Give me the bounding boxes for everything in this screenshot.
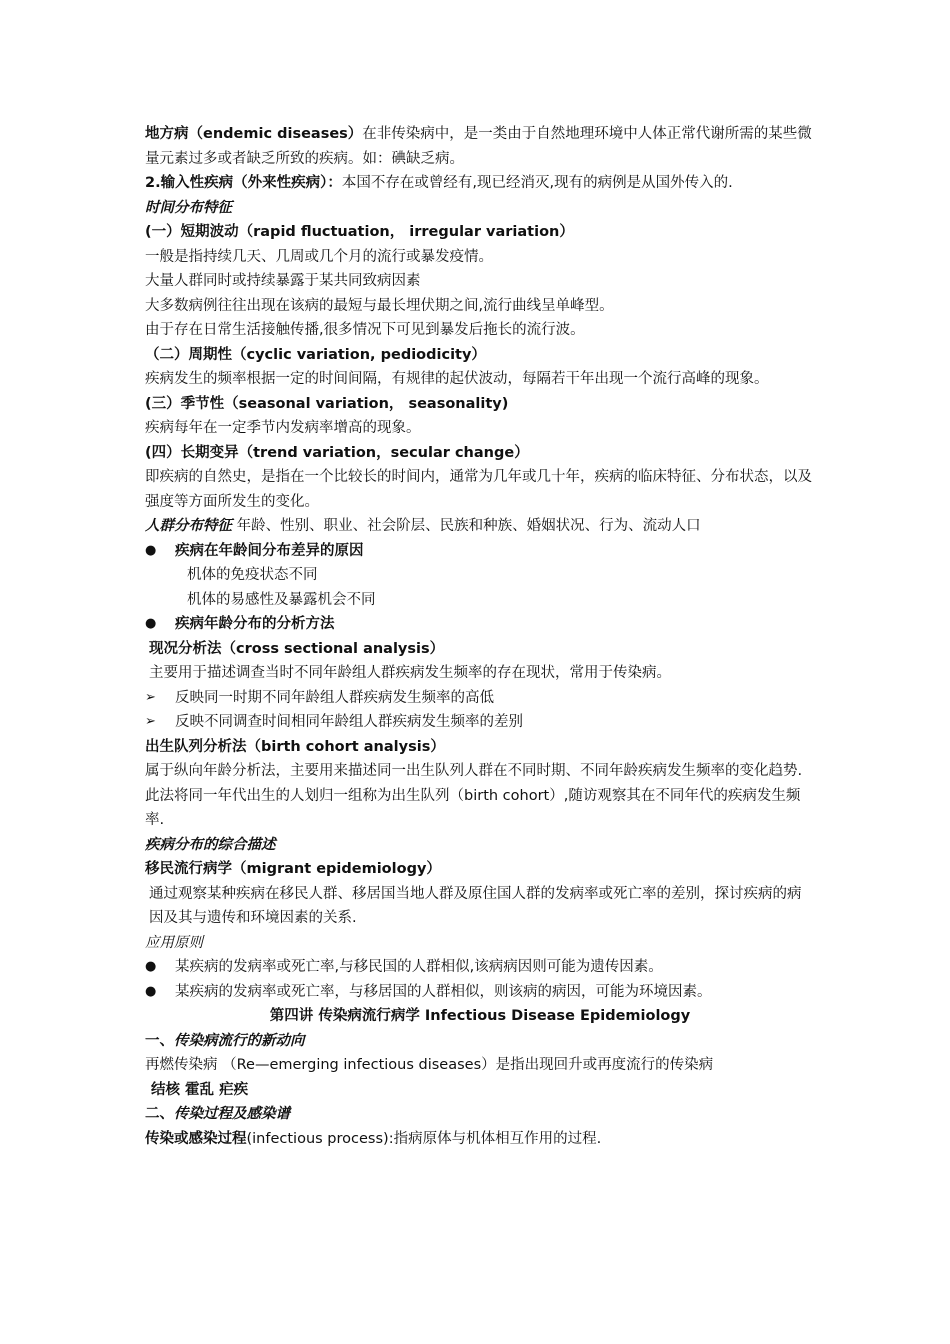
migrant-epidemiology-text: 通过观察某种疾病在移民人群、移居国当地人群及原住国人群的发病率或死亡率的差别，探讨疾病的病因及其与遗传和环境因素的关系. [149, 885, 802, 926]
arrow-bullet-icon: ➢ [145, 689, 156, 705]
secular-change-text: 即疾病的自然史，是指在一个比较长的时间内，通常为几年或几十年，疾病的临床特征、分布状态，以及强度等方面所发生的变化。 [145, 469, 812, 510]
cyclic-variation-text: 疾病发生的频率根据一定的时间间隔，有规律的起伏波动，每隔若干年出现一个流行高峰的现象。 [145, 371, 769, 387]
principle-item-2 [145, 980, 815, 1005]
bullet-item-age-methods [145, 612, 815, 637]
section-2-heading [145, 1102, 815, 1127]
endemic-disease-paragraph [145, 122, 815, 171]
seasonal-variation-text: 疾病每年在一定季节内发病率增高的现象。 [145, 420, 421, 436]
infectious-process-paragraph [145, 1127, 815, 1152]
population-distribution-paragraph [145, 514, 815, 539]
bullet-item-age-reasons [145, 539, 815, 564]
infectious-process-term: 传染或感染过程 [145, 1130, 247, 1147]
birth-cohort-text: 属于纵向年龄分析法，主要用来描述同一出生队列人群在不同时期、不同年龄疾病发生频率的变化趋势.此法将同一年代出生的人划归一组称为出生队列（birth cohort）,随访观察其在不同年代的疾病发生频率. [145, 763, 803, 828]
arrow-bullet-icon: ➢ [145, 714, 156, 729]
secular-change-heading: (四）长期变异（trend variation，secular change） [145, 444, 529, 461]
short-term-fluctuation-heading: (一）短期波动（rapid fluctuation， irregular variation） [145, 224, 574, 240]
bullet-icon: ● [145, 959, 157, 974]
cross-sectional-text: 主要用于描述调查当时不同年龄组人群疾病发生频率的存在现状，常用于传染病。 [149, 665, 671, 681]
bullet-icon: ● [145, 542, 157, 558]
arrow-item-label: 反映同一时期不同年龄组人群疾病发生频率的高低 [175, 689, 494, 706]
section-1-title: 传染病流行的新动向 [174, 1032, 305, 1049]
bullet-item-label: 疾病在年龄间分布差异的原因 [175, 542, 364, 559]
reemerging-diseases-examples: 结核 霍乱 疟疾 [151, 1081, 249, 1098]
document-page [145, 122, 815, 1151]
section-1-number: 一、 [145, 1032, 174, 1049]
short-term-line-1: 一般是指持续几天、几周或几个月的流行或暴发疫情。 [145, 248, 493, 265]
imported-disease-definition: 本国不存在或曾经有,现已经消灭,现有的病例是从国外传入的. [341, 175, 733, 191]
principle-item-1 [145, 955, 815, 980]
arrow-item-label: 反映不同调查时间相同年龄组人群疾病发生频率的差别 [175, 714, 523, 730]
migrant-epidemiology-heading: 移民流行病学（migrant epidemiology） [145, 861, 441, 877]
section-2-number: 二、 [145, 1106, 174, 1122]
section-2-title: 传染过程及感染谱 [174, 1106, 290, 1122]
population-distribution-heading: 人群分布特征 [145, 518, 232, 534]
bullet-item-label: 疾病年龄分布的分析方法 [175, 616, 335, 632]
cross-sectional-heading: 现况分析法（cross sectional analysis） [149, 640, 445, 657]
time-distribution-heading: 时间分布特征 [145, 199, 232, 216]
short-term-line-2: 大量人群同时或持续暴露于某共同致病因素 [145, 273, 421, 289]
principle-item-label: 某疾病的发病率或死亡率，与移居国的人群相似，则该病的病因，可能为环境因素。 [175, 983, 712, 1000]
short-term-line-4: 由于存在日常生活接触传播,很多情况下可见到暴发后拖长的流行波。 [145, 322, 585, 338]
short-term-line-3: 大多数病例往往出现在该病的最短与最长埋伏期之间,流行曲线呈单峰型。 [145, 297, 614, 314]
population-distribution-text: 年龄、性别、职业、社会阶层、民族和种族、婚姻状况、行为、流动人口 [232, 518, 701, 534]
section-1-heading [145, 1029, 815, 1054]
imported-disease-term: 2.输入性疾病（外来性疾病）： [145, 175, 342, 191]
bullet-icon: ● [145, 616, 157, 631]
arrow-item-2 [145, 710, 815, 735]
endemic-disease-term: 地方病（endemic diseases） [145, 126, 363, 142]
seasonal-variation-heading: (三）季节性（seasonal variation， seasonality) [145, 395, 509, 412]
endemic-disease-definition: 在非传染病中，是一类由于自然地理环境中人体正常代谢所需的某些微量元素过多或者缺乏所致的疾病。如：碘缺乏病。 [145, 126, 812, 167]
reemerging-diseases-text: 再燃传染病 （Re—emerging infectious diseases）是指出现回升或再度流行的传染病 [145, 1057, 714, 1073]
cyclic-variation-heading: （二）周期性（cyclic variation, pediodicity） [145, 346, 486, 363]
application-principles-heading: 应用原则 [145, 934, 203, 951]
lecture-title: 第四讲 传染病流行病学 Infectious Disease Epidemiology [269, 1008, 691, 1024]
imported-disease-paragraph [145, 171, 815, 196]
age-reason-1: 机体的免疫状态不同 [187, 567, 318, 583]
bullet-icon: ● [145, 983, 157, 999]
age-reason-2: 机体的易感性及暴露机会不同 [187, 591, 376, 608]
birth-cohort-heading: 出生队列分析法（birth cohort analysis） [145, 738, 445, 755]
arrow-item-1 [145, 686, 815, 711]
principle-item-label: 某疾病的发病率或死亡率,与移民国的人群相似,该病病因则可能为遗传因素。 [175, 959, 663, 975]
infectious-process-definition: (infectious process):指病原体与机体相互作用的过程. [246, 1130, 602, 1147]
comprehensive-description-heading: 疾病分布的综合描述 [145, 836, 276, 853]
